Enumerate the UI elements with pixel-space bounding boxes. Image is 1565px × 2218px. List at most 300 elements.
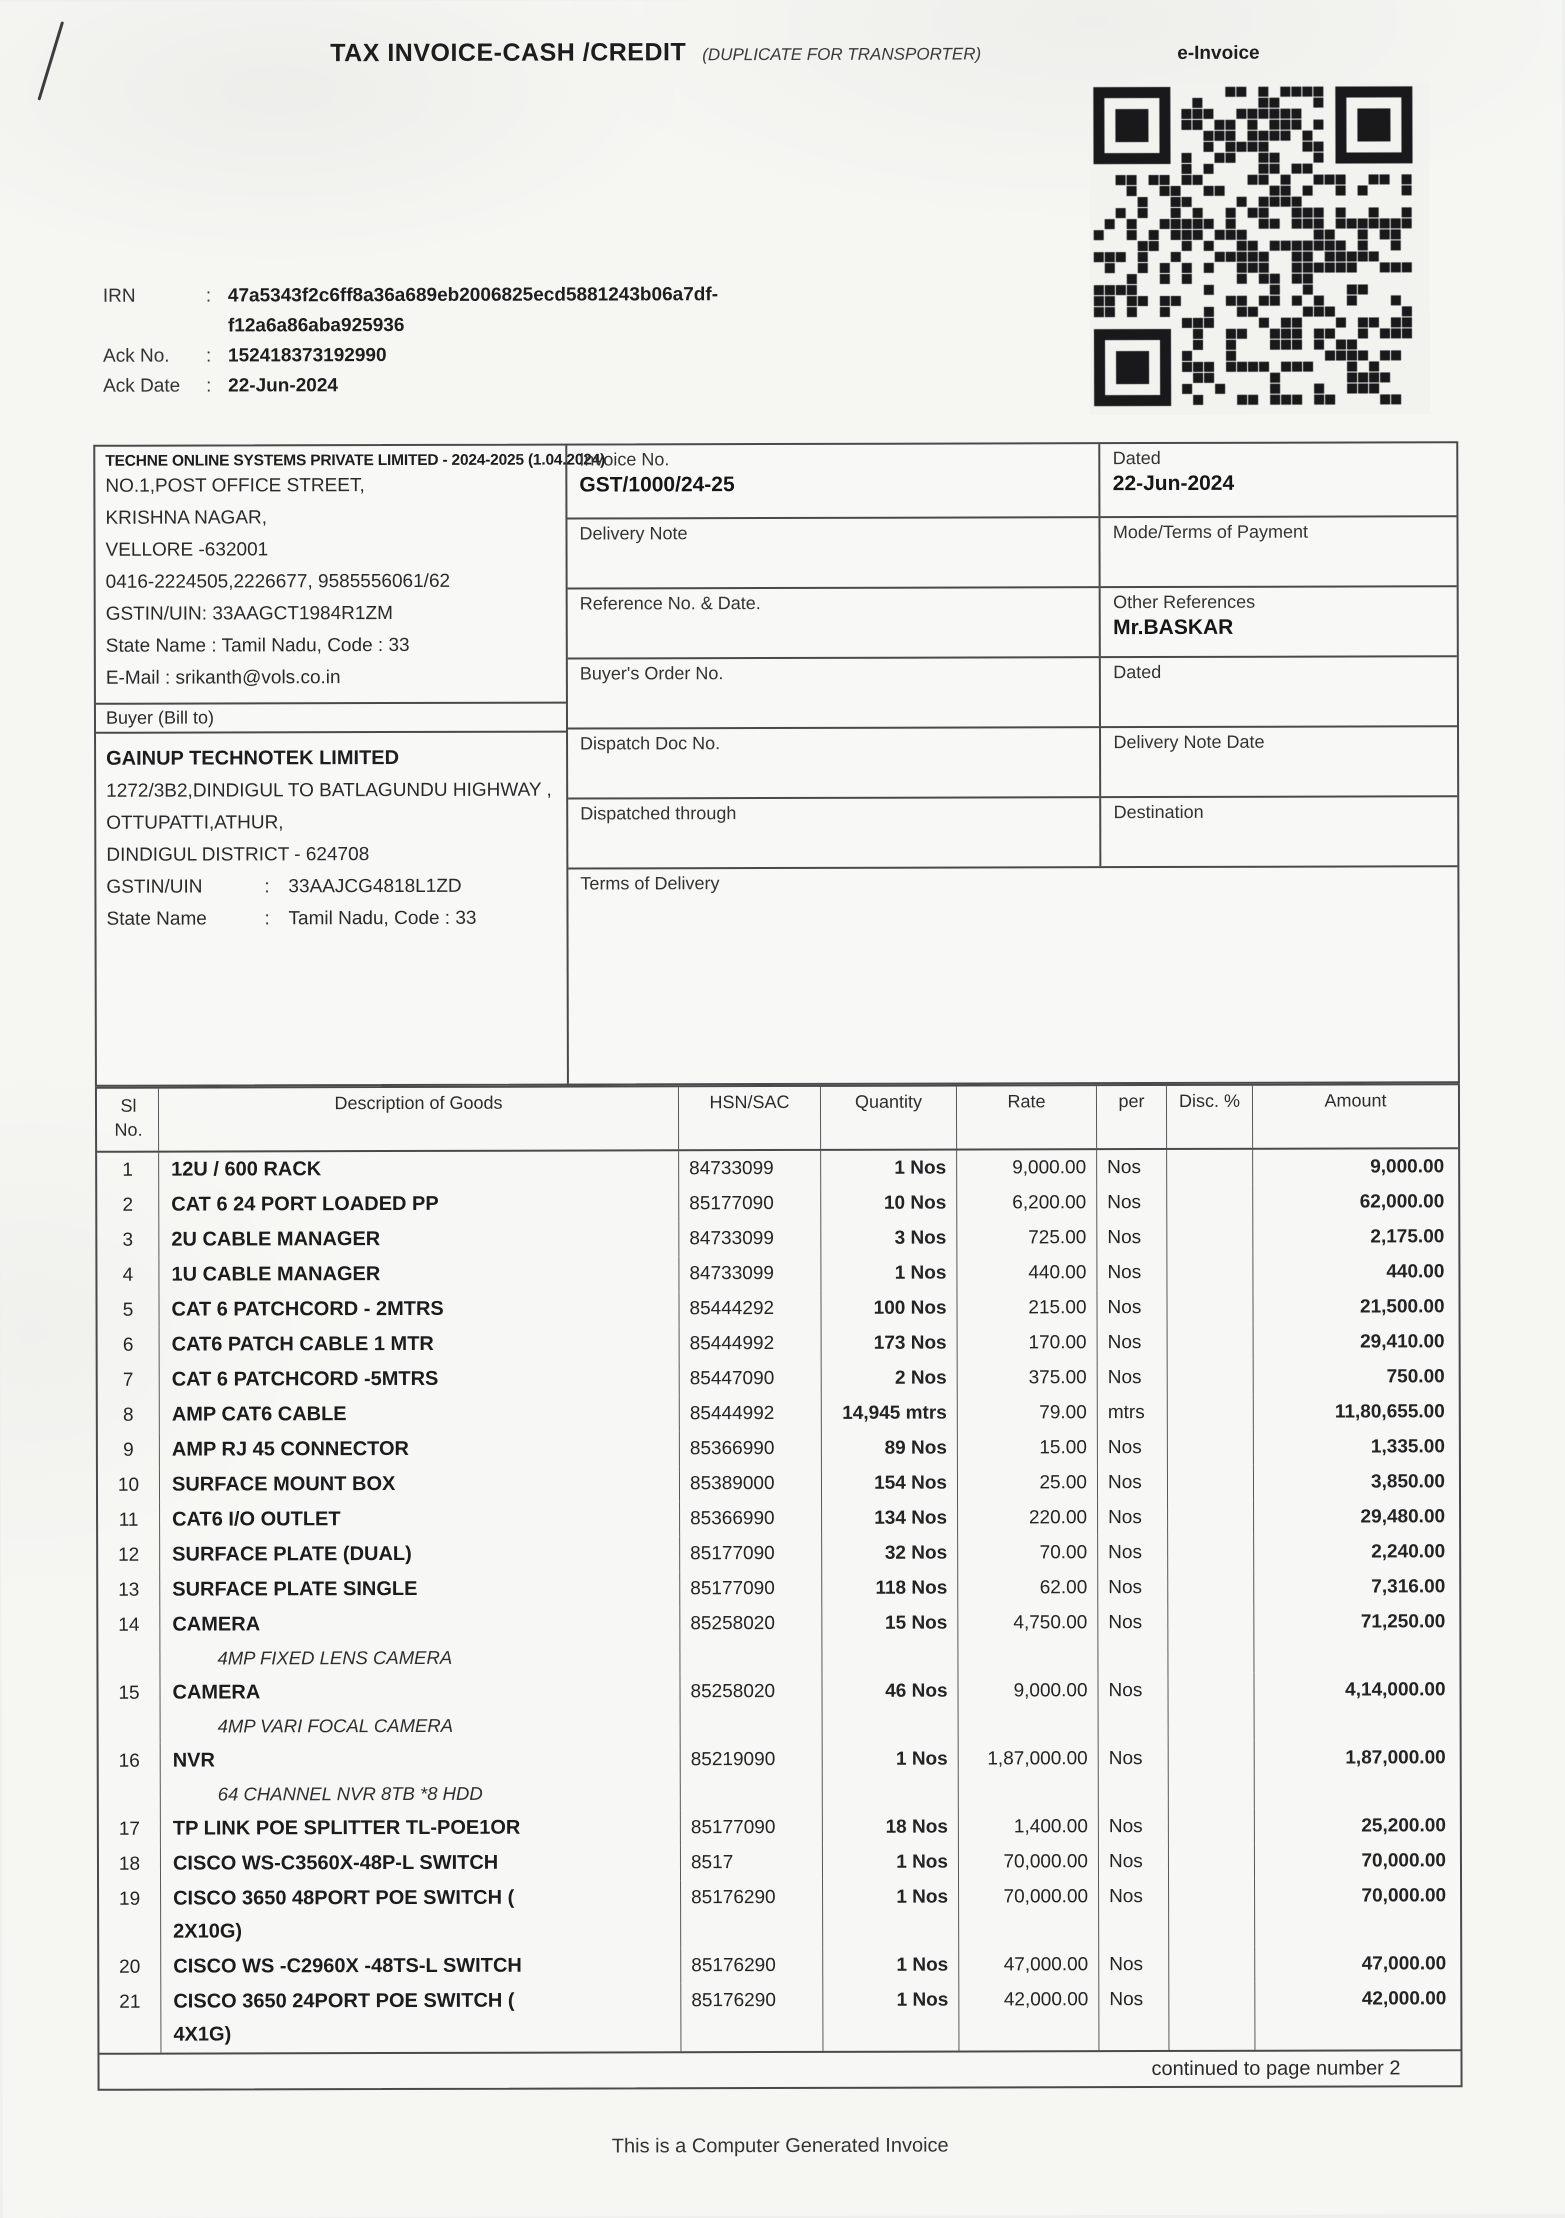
item-hsn: 85177090 (681, 1810, 823, 1845)
item-hsn: 85177090 (679, 1186, 821, 1221)
item-description (161, 1845, 681, 1881)
terms-of-delivery-inner (568, 869, 732, 1083)
item-quantity: 89 Nos (822, 1431, 958, 1466)
item-quantity: 100 Nos (821, 1291, 957, 1326)
item-disc (1169, 1879, 1255, 1947)
seller-address (105, 470, 556, 695)
dated2-cell (1101, 657, 1457, 726)
item-per: Nos (1097, 1255, 1167, 1290)
irn-label: IRN (102, 285, 136, 307)
delivery-note-date-cell (1101, 727, 1457, 796)
item-disc (1169, 1809, 1255, 1844)
item-quantity: 10 Nos (821, 1186, 957, 1221)
table-row (99, 1740, 1460, 1812)
irn-value (228, 280, 718, 341)
dispatched-through-cell (568, 798, 1102, 867)
irn-row (103, 280, 718, 342)
colon: : (206, 345, 212, 367)
invoice-no-value: GST/1000/24-25 (579, 473, 735, 497)
item-per: Nos (1097, 1185, 1167, 1220)
item-amount: 47,000.00 (1361, 1953, 1447, 1975)
delivery-note-date-label: Delivery Note Date (1113, 731, 1265, 753)
colon: : (205, 285, 212, 307)
table-row (98, 1569, 1459, 1608)
item-per: Nos (1098, 1673, 1168, 1741)
item-hsn: 85444292 (679, 1291, 821, 1326)
item-quantity: 18 Nos (823, 1810, 959, 1845)
item-description-line: AMP RJ 45 CONNECTOR (171, 1437, 410, 1461)
pen-mark (37, 21, 64, 100)
item-quantity: 134 Nos (822, 1501, 958, 1536)
address-line: State Name : Tamil Nadu, Code : 33 (105, 634, 410, 657)
destination-label: Destination (1113, 801, 1204, 823)
item-amount: 750.00 (1386, 1366, 1445, 1388)
irn-block (103, 280, 718, 402)
item-per: Nos (1099, 1844, 1169, 1879)
item-sl-no: 19 (99, 1882, 161, 1950)
item-description (160, 1326, 680, 1362)
item-disc (1168, 1535, 1254, 1570)
item-amount: 4,14,000.00 (1345, 1679, 1446, 1701)
item-rate: 1,87,000.00 (959, 1741, 1099, 1809)
ack-no-value: 152418373192990 (228, 345, 387, 367)
item-per: Nos (1099, 1741, 1169, 1809)
item-hsn: 84733099 (679, 1221, 821, 1256)
item-description-line: 2U CABLE MANAGER (171, 1228, 381, 1251)
header-amount: Amount (1324, 1090, 1387, 1111)
item-description (159, 1221, 679, 1257)
item-amount: 42,000.00 (1361, 1988, 1447, 2010)
address-line: E-Mail : srikanth@vols.co.in (105, 667, 341, 689)
item-rate: 1,400.00 (959, 1809, 1099, 1844)
item-hsn: 85177090 (680, 1571, 822, 1606)
item-quantity: 1 Nos (823, 1880, 959, 1948)
dated-label: Dated (1112, 448, 1161, 469)
table-row (98, 1604, 1459, 1676)
table-row (97, 1149, 1458, 1188)
item-sub-description: 4MP VARI FOCAL CAMERA (217, 1714, 454, 1737)
ack-no-row (103, 340, 718, 372)
table-row (98, 1534, 1459, 1573)
payment-terms-label: Mode/Terms of Payment (1112, 521, 1308, 543)
ack-date-label: Ack Date (103, 375, 181, 397)
item-quantity: 15 Nos (822, 1606, 958, 1674)
header-sl-no: Sl No. (97, 1089, 159, 1151)
item-rate: 725.00 (957, 1220, 1097, 1255)
dated-cell (1101, 443, 1457, 516)
item-hsn: 85176290 (681, 1880, 823, 1948)
item-description-line: SURFACE MOUNT BOX (171, 1473, 396, 1496)
item-disc (1168, 1570, 1254, 1605)
item-sl-no: 21 (99, 1985, 161, 2053)
colon: : (206, 375, 212, 397)
header-hsn-sac: HSN/SAC (679, 1087, 821, 1149)
details-row (568, 797, 1457, 869)
terms-of-delivery-cell (568, 867, 1458, 1083)
item-rate: 25.00 (958, 1465, 1098, 1500)
item-disc (1167, 1150, 1253, 1185)
colon: : (264, 908, 270, 930)
item-description (159, 1186, 679, 1222)
item-description-line: CISCO WS-C3560X-48P-L SWITCH (172, 1851, 499, 1875)
item-description-line: CAT 6 PATCHCORD -5MTRS (171, 1367, 439, 1391)
item-hsn: 85177090 (680, 1536, 822, 1571)
item-per: Nos (1098, 1500, 1168, 1535)
item-description-line: CAT 6 PATCHCORD - 2MTRS (171, 1297, 444, 1321)
item-rate: 220.00 (958, 1500, 1098, 1535)
item-hsn: 85366990 (680, 1501, 822, 1536)
address-line: DINDIGUL DISTRICT - 624708 (106, 844, 370, 866)
dated-value: 22-Jun-2024 (1112, 471, 1235, 496)
item-sl-no: 20 (99, 1950, 161, 1985)
table-row (99, 1981, 1460, 2053)
item-sl-no: 2 (97, 1188, 159, 1223)
item-description (159, 1151, 679, 1187)
item-sl-no: 3 (97, 1223, 159, 1258)
item-sl-no: 14 (98, 1608, 160, 1676)
seller-name: TECHNE ONLINE SYSTEMS PRIVATE LIMITED - 2024-2025 (1.04.2024) (105, 451, 606, 470)
copy-type-label: (DUPLICATE FOR TRANSPORTER) (702, 44, 982, 65)
item-sub-description: 4MP FIXED LENS CAMERA (217, 1646, 453, 1669)
dispatch-doc-cell (568, 728, 1102, 797)
item-per: Nos (1098, 1535, 1168, 1570)
item-description-line: CAT6 PATCH CABLE 1 MTR (171, 1332, 434, 1356)
item-hsn: 85366990 (680, 1431, 822, 1466)
payment-terms-cell (1101, 517, 1457, 586)
item-amount: 2,240.00 (1371, 1541, 1446, 1563)
address-line: GSTIN/UIN: 33AAGCT1984R1ZM (105, 603, 393, 625)
item-quantity: 118 Nos (822, 1571, 958, 1606)
item-quantity: 32 Nos (822, 1536, 958, 1571)
invoice-no-cell (567, 444, 1101, 517)
qr-code (1089, 82, 1430, 415)
reference-cell (568, 588, 1102, 657)
item-quantity: 1 Nos (821, 1151, 957, 1186)
table-row (98, 1324, 1459, 1363)
item-description-line: CISCO WS -C2960X -48TS-L SWITCH (173, 1954, 522, 1978)
item-rate: 62.00 (958, 1570, 1098, 1605)
item-quantity: 1 Nos (823, 1948, 959, 1983)
item-disc (1167, 1255, 1253, 1290)
item-sl-no: 13 (98, 1573, 160, 1608)
document-header (330, 37, 981, 68)
item-disc (1169, 1844, 1255, 1879)
dated2-label: Dated (1113, 662, 1162, 683)
item-description-line: 4X1G) (173, 2023, 232, 2046)
table-row (97, 1254, 1458, 1293)
item-disc (1169, 1947, 1255, 1982)
item-amount: 70,000.00 (1361, 1850, 1447, 1872)
item-disc (1169, 1982, 1255, 2050)
ack-no-label: Ack No. (103, 345, 170, 367)
items-rows (97, 1149, 1460, 2053)
item-description-line: NVR (172, 1749, 215, 1772)
other-references-value: Mr.BASKAR (1113, 615, 1234, 640)
table-row (98, 1672, 1459, 1744)
item-hsn: 85176290 (681, 1948, 823, 1983)
ack-date-row (103, 370, 718, 402)
item-amount: 21,500.00 (1359, 1296, 1445, 1318)
item-quantity: 3 Nos (821, 1221, 957, 1256)
item-description (160, 1501, 680, 1537)
item-disc (1167, 1185, 1253, 1220)
buyer-gstin-label: GSTIN/UIN (106, 876, 203, 898)
item-sl-no: 16 (99, 1744, 161, 1812)
item-per: mtrs (1098, 1395, 1168, 1430)
item-hsn: 85444992 (680, 1396, 822, 1431)
item-per: Nos (1097, 1150, 1167, 1185)
item-per: Nos (1098, 1605, 1168, 1673)
item-hsn: 85176290 (681, 1983, 823, 2051)
item-quantity: 154 Nos (822, 1466, 958, 1501)
item-quantity: 1 Nos (823, 1983, 959, 2051)
item-description (160, 1466, 680, 1502)
table-row (97, 1184, 1458, 1223)
details-row (567, 443, 1456, 519)
item-amount: 25,200.00 (1361, 1815, 1446, 1837)
item-description-line: CISCO 3650 48PORT POE SWITCH ( (173, 1886, 515, 1910)
item-rate: 70,000.00 (959, 1844, 1099, 1879)
item-description (160, 1606, 680, 1675)
item-disc (1168, 1500, 1254, 1535)
item-description (161, 1983, 681, 2052)
item-rate: 375.00 (958, 1360, 1098, 1395)
item-sl-no: 8 (98, 1398, 160, 1433)
dispatched-through-label: Dispatched through (580, 803, 737, 824)
item-sl-no: 17 (99, 1812, 161, 1847)
item-description (161, 1948, 681, 1984)
table-row (98, 1394, 1459, 1433)
item-description (160, 1674, 680, 1743)
table-row (98, 1499, 1459, 1538)
table-row (98, 1359, 1459, 1398)
item-quantity: 14,945 mtrs (822, 1396, 958, 1431)
invoice-parties-box (93, 441, 1460, 1087)
item-per: Nos (1098, 1465, 1168, 1500)
item-description-line: AMP CAT6 CABLE (171, 1403, 347, 1426)
item-amount: 2,175.00 (1370, 1226, 1445, 1248)
item-rate: 9,000.00 (957, 1150, 1097, 1185)
item-description-line: CAT6 I/O OUTLET (172, 1508, 341, 1531)
address-line: 0416-2224505,2226677, 9585556061/62 (105, 570, 451, 593)
item-sl-no: 5 (97, 1293, 159, 1328)
item-quantity: 1 Nos (821, 1256, 957, 1291)
buyer-block (96, 733, 567, 1085)
items-table-header (97, 1085, 1458, 1153)
item-quantity: 46 Nos (822, 1674, 958, 1742)
parties-column (95, 446, 606, 1085)
item-sl-no: 6 (98, 1328, 160, 1363)
item-description-line: SURFACE PLATE SINGLE (172, 1577, 418, 1601)
item-description (160, 1431, 680, 1467)
header-rate: Rate (957, 1086, 1097, 1148)
item-sl-no: 15 (98, 1676, 160, 1744)
item-hsn: 84733099 (679, 1256, 821, 1291)
buyer-state-label: State Name (106, 908, 207, 930)
item-description (160, 1361, 680, 1397)
item-hsn: 85258020 (680, 1674, 822, 1742)
item-per: Nos (1098, 1360, 1168, 1395)
item-amount: 29,480.00 (1360, 1506, 1446, 1528)
item-rate: 9,000.00 (958, 1673, 1098, 1741)
item-description (160, 1396, 680, 1432)
item-sl-no: 12 (98, 1538, 160, 1573)
terms-of-delivery-label: Terms of Delivery (580, 873, 720, 894)
table-row (98, 1464, 1459, 1503)
item-amount: 71,250.00 (1360, 1611, 1446, 1633)
item-sl-no: 11 (98, 1503, 160, 1538)
item-per: Nos (1097, 1290, 1167, 1325)
item-description (159, 1291, 679, 1327)
item-rate: 170.00 (958, 1325, 1098, 1360)
details-row (567, 517, 1456, 589)
item-hsn: 85447090 (680, 1361, 822, 1396)
item-description-line: SURFACE PLATE (DUAL) (172, 1542, 412, 1566)
item-disc (1168, 1395, 1254, 1430)
invoice-details-grid (567, 443, 1458, 1083)
item-amount: 11,80,655.00 (1334, 1401, 1445, 1423)
address-line: NO.1,POST OFFICE STREET, (105, 475, 365, 497)
page-title: TAX INVOICE-CASH /CREDIT (330, 38, 687, 68)
item-amount: 7,316.00 (1371, 1576, 1446, 1598)
seller-block (95, 446, 606, 705)
item-disc (1168, 1360, 1254, 1395)
einvoice-label: e-Invoice (1177, 42, 1260, 64)
item-description-line: 2X10G) (173, 1920, 243, 1943)
item-per: Nos (1098, 1570, 1168, 1605)
item-sl-no: 18 (99, 1847, 161, 1882)
item-quantity: 1 Nos (823, 1742, 959, 1810)
reference-label: Reference No. & Date. (579, 593, 761, 614)
item-sl-no: 4 (97, 1258, 159, 1293)
item-hsn: 85389000 (680, 1466, 822, 1501)
item-quantity: 173 Nos (822, 1326, 958, 1361)
item-disc (1167, 1220, 1253, 1255)
item-description-line: CISCO 3650 24PORT POE SWITCH ( (173, 1989, 515, 2013)
item-per: Nos (1099, 1879, 1169, 1947)
invoice-no-label: Invoice No. (579, 449, 670, 470)
item-amount: 1,335.00 (1370, 1436, 1445, 1458)
item-amount: 9,000.00 (1370, 1156, 1445, 1178)
item-disc (1168, 1325, 1254, 1360)
continued-strip (99, 2049, 1460, 2089)
details-row (568, 727, 1457, 799)
item-description (159, 1256, 679, 1292)
item-description-line: 1U CABLE MANAGER (171, 1263, 381, 1286)
item-hsn: 85444992 (680, 1326, 822, 1361)
table-row (97, 1289, 1458, 1328)
item-hsn: 84733099 (679, 1151, 821, 1186)
address-line: KRISHNA NAGAR, (105, 507, 268, 529)
buyer-state-row (106, 903, 556, 936)
item-description-line: TP LINK POE SPLITTER TL-POE1OR (172, 1816, 521, 1840)
item-amount: 62,000.00 (1359, 1191, 1445, 1213)
item-rate: 70,000.00 (959, 1879, 1099, 1947)
address-line: 1272/3B2,DINDIGUL TO BATLAGUNDU HIGHWAY , (106, 779, 552, 802)
header-description: Description of Goods (159, 1087, 679, 1150)
item-rate: 4,750.00 (958, 1605, 1098, 1673)
buyers-order-label: Buyer's Order No. (579, 663, 724, 684)
item-amount: 3,850.00 (1370, 1471, 1446, 1493)
item-disc (1168, 1605, 1254, 1673)
address-line: OTTUPATTI,ATHUR, (106, 812, 284, 834)
item-description-line: CAMERA (172, 1613, 261, 1636)
table-row (99, 1843, 1460, 1882)
item-description (161, 1880, 681, 1949)
details-row (568, 657, 1457, 729)
buyer-address (106, 775, 556, 872)
item-description-line: CAMERA (172, 1681, 261, 1704)
delivery-note-label: Delivery Note (579, 523, 688, 544)
item-rate: 79.00 (958, 1395, 1098, 1430)
other-references-cell (1101, 587, 1457, 656)
buyer-section-label: Buyer (Bill to) (96, 704, 566, 734)
item-rate: 215.00 (957, 1290, 1097, 1325)
header-per: per (1097, 1086, 1167, 1148)
item-disc (1167, 1290, 1253, 1325)
address-line: VELLORE -632001 (105, 539, 269, 561)
continued-text: continued to page number 2 (1151, 2056, 1401, 2080)
buyer-gstin-row (106, 871, 556, 904)
table-row (98, 1429, 1459, 1468)
item-per: Nos (1099, 1982, 1169, 2050)
table-row (99, 1878, 1460, 1950)
item-rate: 47,000.00 (959, 1947, 1099, 1982)
item-disc (1168, 1673, 1254, 1741)
item-amount: 29,410.00 (1360, 1331, 1445, 1353)
items-table (95, 1083, 1463, 2091)
item-rate: 42,000.00 (959, 1982, 1099, 2050)
item-rate: 440.00 (957, 1255, 1097, 1290)
item-description-line: CAT 6 24 PORT LOADED PP (171, 1192, 439, 1216)
item-description (161, 1742, 681, 1811)
item-rate: 6,200.00 (957, 1185, 1097, 1220)
item-hsn: 8517 (681, 1845, 823, 1880)
buyers-order-cell (568, 658, 1102, 727)
item-per: Nos (1099, 1947, 1169, 1982)
item-sl-no: 9 (98, 1433, 160, 1468)
item-per: Nos (1098, 1430, 1168, 1465)
item-quantity: 1 Nos (823, 1845, 959, 1880)
item-description (160, 1536, 680, 1572)
item-description (161, 1810, 681, 1846)
details-row (568, 587, 1457, 659)
item-disc (1168, 1430, 1254, 1465)
computer-generated-note: This is a Computer Generated Invoice (611, 2134, 949, 2158)
colon: : (264, 876, 270, 898)
item-amount: 70,000.00 (1361, 1885, 1447, 1907)
table-row (97, 1219, 1458, 1258)
item-quantity: 2 Nos (822, 1361, 958, 1396)
item-sub-description: 64 CHANNEL NVR 8TB *8 HDD (217, 1782, 483, 1805)
buyer-name: GAINUP TECHNOTEK LIMITED (106, 747, 400, 770)
header-disc: Disc. % (1167, 1086, 1253, 1148)
item-sl-no: 1 (97, 1153, 159, 1188)
item-rate: 15.00 (958, 1430, 1098, 1465)
item-description-line: 12U / 600 RACK (171, 1158, 322, 1181)
item-sl-no: 10 (98, 1468, 160, 1503)
item-description (160, 1571, 680, 1607)
destination-cell (1102, 797, 1458, 866)
item-disc (1169, 1741, 1255, 1809)
buyer-state-value: Tamil Nadu, Code : 33 (288, 907, 477, 930)
item-per: Nos (1098, 1325, 1168, 1360)
item-rate: 70.00 (958, 1535, 1098, 1570)
irn-value-line2: f12a6a86aba925936 (227, 314, 405, 337)
item-hsn: 85258020 (680, 1606, 822, 1674)
delivery-note-cell (567, 518, 1101, 587)
irn-value-line1: 47a5343f2c6ff8a36a689eb2006825ecd5881243b06a7df- (227, 284, 719, 307)
